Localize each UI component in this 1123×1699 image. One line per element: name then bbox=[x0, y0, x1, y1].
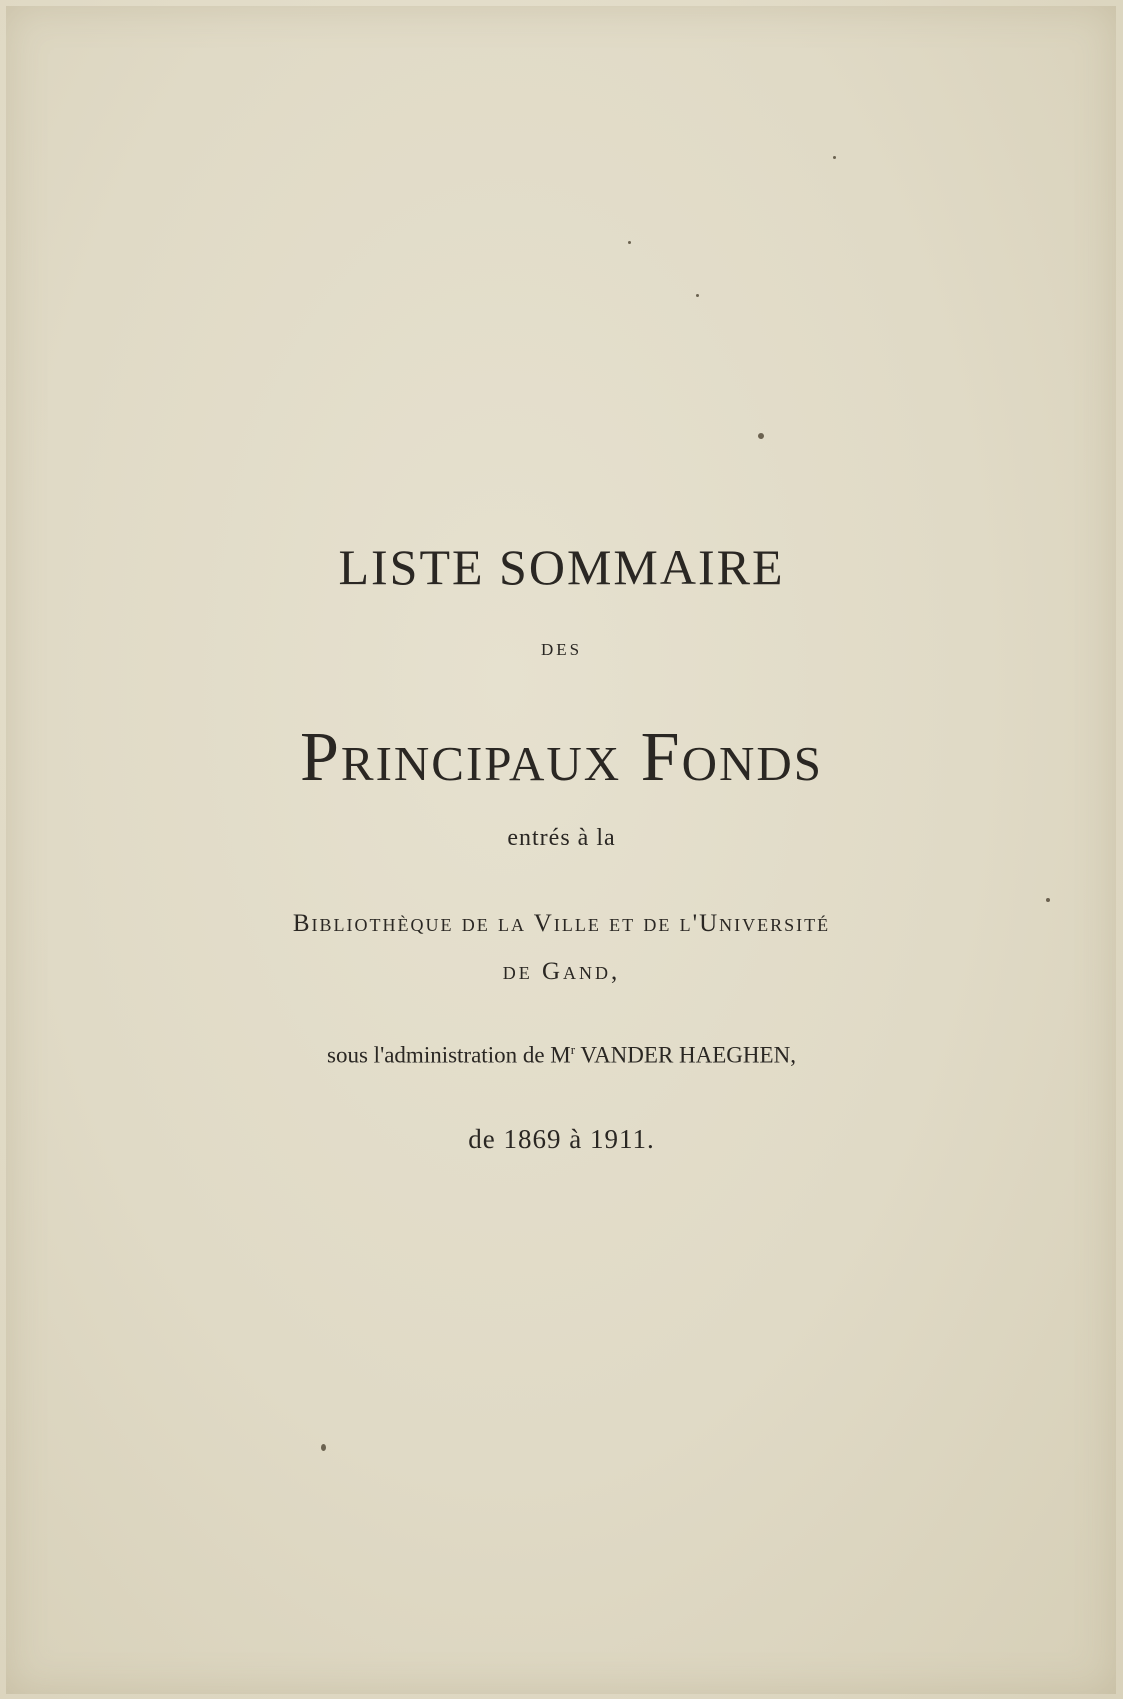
administration-line bbox=[0, 1042, 1123, 1069]
paper-speck bbox=[758, 433, 764, 439]
paper-speck bbox=[1046, 898, 1050, 902]
paper-speck bbox=[696, 294, 699, 297]
paper-speck bbox=[321, 1444, 326, 1451]
city-line: de Gand, bbox=[502, 958, 621, 985]
administrator-name: VANDER HAEGHEN, bbox=[575, 1042, 796, 1068]
administration-title-sup: r bbox=[570, 1042, 576, 1057]
library-line: Bibliothèque de la Ville et de l'Université bbox=[292, 910, 831, 937]
document-title-des: DES bbox=[540, 640, 583, 659]
paper-speck bbox=[628, 241, 631, 244]
entres-line: entrés à la bbox=[507, 825, 616, 851]
paper-speck bbox=[833, 156, 836, 159]
document-title: LISTE SOMMAIRE bbox=[338, 539, 785, 595]
administration-prefix: sous l'administration de M bbox=[327, 1042, 571, 1068]
document-subject: Principaux Fonds bbox=[299, 719, 824, 796]
date-range: de 1869 à 1911. bbox=[468, 1124, 655, 1154]
